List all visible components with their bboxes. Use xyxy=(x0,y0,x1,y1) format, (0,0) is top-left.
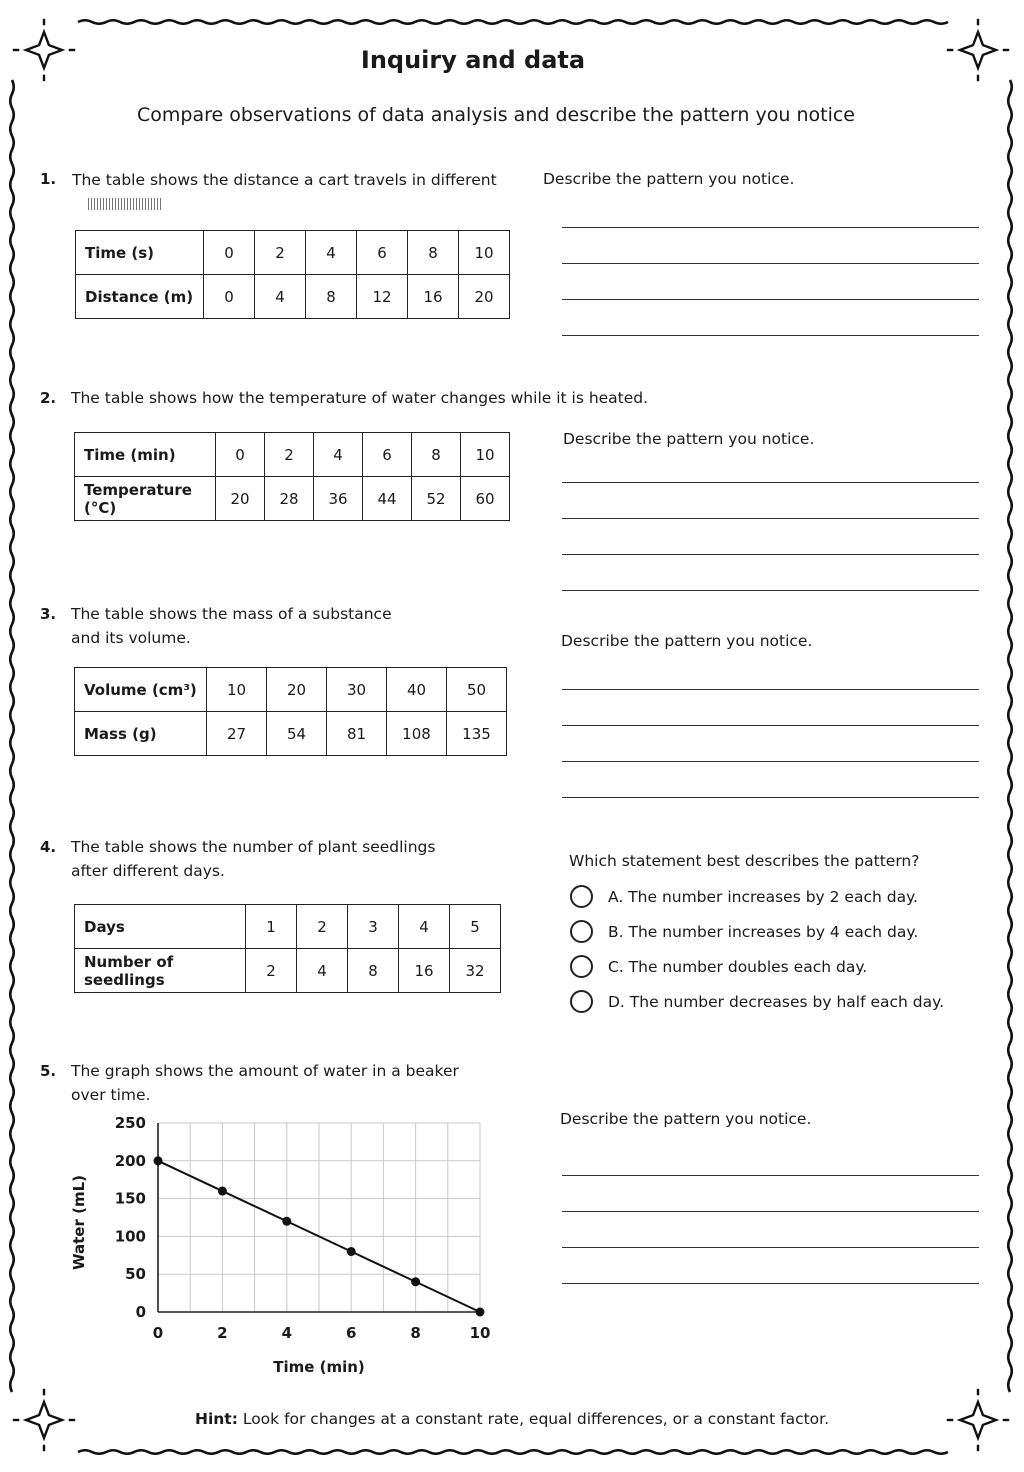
q1-describe-prompt: Describe the pattern you notice. xyxy=(543,170,795,188)
table-cell: 0 xyxy=(204,231,255,275)
q4-question: Which statement best describes the pattern? xyxy=(569,852,920,870)
row-header: Mass (g) xyxy=(75,712,207,756)
q1-number: 1. xyxy=(40,170,57,188)
q2-table xyxy=(74,432,510,521)
table-row xyxy=(75,433,510,477)
hint-label: Hint: xyxy=(194,1410,238,1428)
table-cell: 50 xyxy=(447,668,507,712)
q3-answer-line[interactable] xyxy=(562,761,979,762)
table-cell: 28 xyxy=(265,477,314,521)
table-cell: 4 xyxy=(255,275,306,319)
q3-answer-line[interactable] xyxy=(562,797,979,798)
x-tick-label: 2 xyxy=(217,1324,228,1342)
y-tick-label: 200 xyxy=(114,1151,146,1170)
data-point xyxy=(347,1247,356,1256)
q3-answer-line[interactable] xyxy=(562,725,979,726)
table-cell: 60 xyxy=(461,477,510,521)
q2-answer-line[interactable] xyxy=(562,590,979,591)
table-cell: 4 xyxy=(306,231,357,275)
table-cell: 2 xyxy=(265,433,314,477)
x-tick-label: 8 xyxy=(410,1324,421,1342)
q3-text-line1: The table shows the mass of a substance xyxy=(71,605,392,623)
y-tick-label: 0 xyxy=(135,1303,146,1321)
x-tick-label: 0 xyxy=(152,1324,164,1342)
border-bottom xyxy=(78,1450,948,1454)
q4-number: 4. xyxy=(40,838,57,856)
table-cell: 32 xyxy=(450,949,501,993)
table-cell: 81 xyxy=(327,712,387,756)
row-header: Temperature (°C) xyxy=(75,477,216,521)
row-header: Days xyxy=(75,905,246,949)
q2-number: 2. xyxy=(40,389,57,407)
row-header: Distance (m) xyxy=(76,275,204,319)
radio-circle-icon[interactable] xyxy=(570,920,593,943)
q2-answer-line[interactable] xyxy=(562,482,979,483)
table-cell: 0 xyxy=(204,275,255,319)
radio-circle-icon[interactable] xyxy=(570,885,593,908)
table-cell: 20 xyxy=(216,477,265,521)
table-cell: 3 xyxy=(348,905,399,949)
table-cell: 6 xyxy=(363,433,412,477)
water-line-chart xyxy=(60,1105,500,1385)
table-cell: 16 xyxy=(408,275,459,319)
q4-table xyxy=(74,904,501,993)
q2-describe-prompt: Describe the pattern you notice. xyxy=(563,430,815,448)
radio-circle-icon[interactable] xyxy=(570,955,593,978)
q5-answer-line[interactable] xyxy=(562,1283,979,1284)
q4-option-b-label: B. The number increases by 4 each day. xyxy=(608,922,919,941)
border-left xyxy=(10,80,14,1392)
q2-text: The table shows how the temperature of water changes while it is heated. xyxy=(71,389,649,407)
table-cell: 44 xyxy=(363,477,412,521)
table-cell: 27 xyxy=(207,712,267,756)
q5-answer-line[interactable] xyxy=(562,1211,979,1212)
row-header: Number of seedlings xyxy=(75,949,246,993)
x-tick-label: 4 xyxy=(281,1324,293,1342)
q2-answer-line[interactable] xyxy=(562,554,979,555)
table-cell: 135 xyxy=(447,712,507,756)
q1-text: The table shows the distance a cart travels in different xyxy=(72,171,497,189)
x-tick-label: 6 xyxy=(345,1324,357,1342)
table-cell: 6 xyxy=(357,231,408,275)
border-right xyxy=(1008,80,1012,1392)
q3-text-line2: and its volume. xyxy=(71,629,191,647)
table-cell: 52 xyxy=(412,477,461,521)
page-title: Inquiry and data xyxy=(360,46,586,74)
data-point xyxy=(476,1308,485,1317)
q5-answer-line[interactable] xyxy=(562,1247,979,1248)
table-cell: 8 xyxy=(306,275,357,319)
table-cell: 10 xyxy=(461,433,510,477)
q4-option-d-label: D. The number decreases by half each day. xyxy=(608,992,945,1011)
q4-option-c-label: C. The number doubles each day. xyxy=(608,957,868,976)
table-cell: 12 xyxy=(357,275,408,319)
table-cell: 0 xyxy=(216,433,265,477)
q1-answer-line[interactable] xyxy=(562,227,979,228)
y-tick-label: 250 xyxy=(114,1114,146,1132)
q5-number: 5. xyxy=(40,1062,57,1080)
table-cell: 10 xyxy=(459,231,510,275)
border-top xyxy=(78,20,948,24)
q3-number: 3. xyxy=(40,605,57,623)
q2-answer-line[interactable] xyxy=(562,518,979,519)
table-cell: 8 xyxy=(348,949,399,993)
table-cell: 20 xyxy=(459,275,510,319)
table-cell: 108 xyxy=(387,712,447,756)
table-row xyxy=(75,477,510,521)
q4-option-a[interactable] xyxy=(570,885,918,908)
q5-text-line2: over time. xyxy=(71,1086,151,1104)
radio-circle-icon[interactable] xyxy=(570,990,593,1013)
x-tick-label: 10 xyxy=(469,1324,491,1342)
hint-body: Look for changes at a constant rate, equal differences, or a constant factor. xyxy=(237,1410,830,1428)
table-cell: 10 xyxy=(207,668,267,712)
q4-text-line2: after different days. xyxy=(71,862,225,880)
data-point xyxy=(218,1187,227,1196)
table-cell: 2 xyxy=(246,949,297,993)
y-tick-label: 150 xyxy=(114,1189,146,1208)
table-row xyxy=(75,949,501,993)
row-header: Time (s) xyxy=(76,231,204,275)
data-point xyxy=(411,1277,420,1286)
q1-table xyxy=(75,230,510,319)
table-cell: 1 xyxy=(246,905,297,949)
q4-option-c[interactable] xyxy=(570,955,867,978)
table-cell: 8 xyxy=(408,231,459,275)
y-tick-label: 50 xyxy=(125,1265,146,1284)
table-cell: 4 xyxy=(399,905,450,949)
table-cell: 4 xyxy=(314,433,363,477)
table-cell: 20 xyxy=(267,668,327,712)
table-cell: 16 xyxy=(399,949,450,993)
q4-option-d[interactable] xyxy=(570,990,944,1013)
data-point xyxy=(282,1217,291,1226)
q4-text-line1: The table shows the number of plant seedlings xyxy=(71,838,436,856)
table-row xyxy=(76,231,510,275)
table-row xyxy=(76,275,510,319)
table-cell: 4 xyxy=(297,949,348,993)
x-axis-label: Time (min) xyxy=(273,1358,365,1376)
hint-text xyxy=(0,1410,1024,1428)
q3-table xyxy=(74,667,507,756)
table-cell: 8 xyxy=(412,433,461,477)
q5-answer-line[interactable] xyxy=(562,1175,979,1176)
row-header: Volume (cm³) xyxy=(75,668,207,712)
q5-describe-prompt: Describe the pattern you notice. xyxy=(560,1110,812,1128)
q3-describe-prompt: Describe the pattern you notice. xyxy=(561,632,813,650)
table-cell: 40 xyxy=(387,668,447,712)
q3-answer-line[interactable] xyxy=(562,689,979,690)
data-point xyxy=(154,1156,163,1165)
page-subtitle: Compare observations of data analysis and describe the pattern you notice xyxy=(136,104,855,126)
row-header: Time (min) xyxy=(75,433,216,477)
illegible-scribble xyxy=(88,198,162,210)
table-cell: 2 xyxy=(255,231,306,275)
q4-option-b[interactable] xyxy=(570,920,918,943)
table-cell: 2 xyxy=(297,905,348,949)
y-tick-label: 100 xyxy=(114,1227,146,1246)
q1-answer-line[interactable] xyxy=(562,335,979,336)
table-cell: 36 xyxy=(314,477,363,521)
table-cell: 5 xyxy=(450,905,501,949)
table-cell: 54 xyxy=(267,712,327,756)
q4-option-a-label: A. The number increases by 2 each day. xyxy=(608,887,918,906)
table-row xyxy=(75,712,507,756)
q5-text-line1: The graph shows the amount of water in a beaker xyxy=(71,1062,459,1080)
table-row xyxy=(75,905,501,949)
star-icon xyxy=(960,32,996,68)
table-cell: 30 xyxy=(327,668,387,712)
y-axis-label: Water (mL) xyxy=(70,1175,88,1270)
table-row xyxy=(75,668,507,712)
q1-answer-line[interactable] xyxy=(562,263,979,264)
q1-answer-line[interactable] xyxy=(562,299,979,300)
